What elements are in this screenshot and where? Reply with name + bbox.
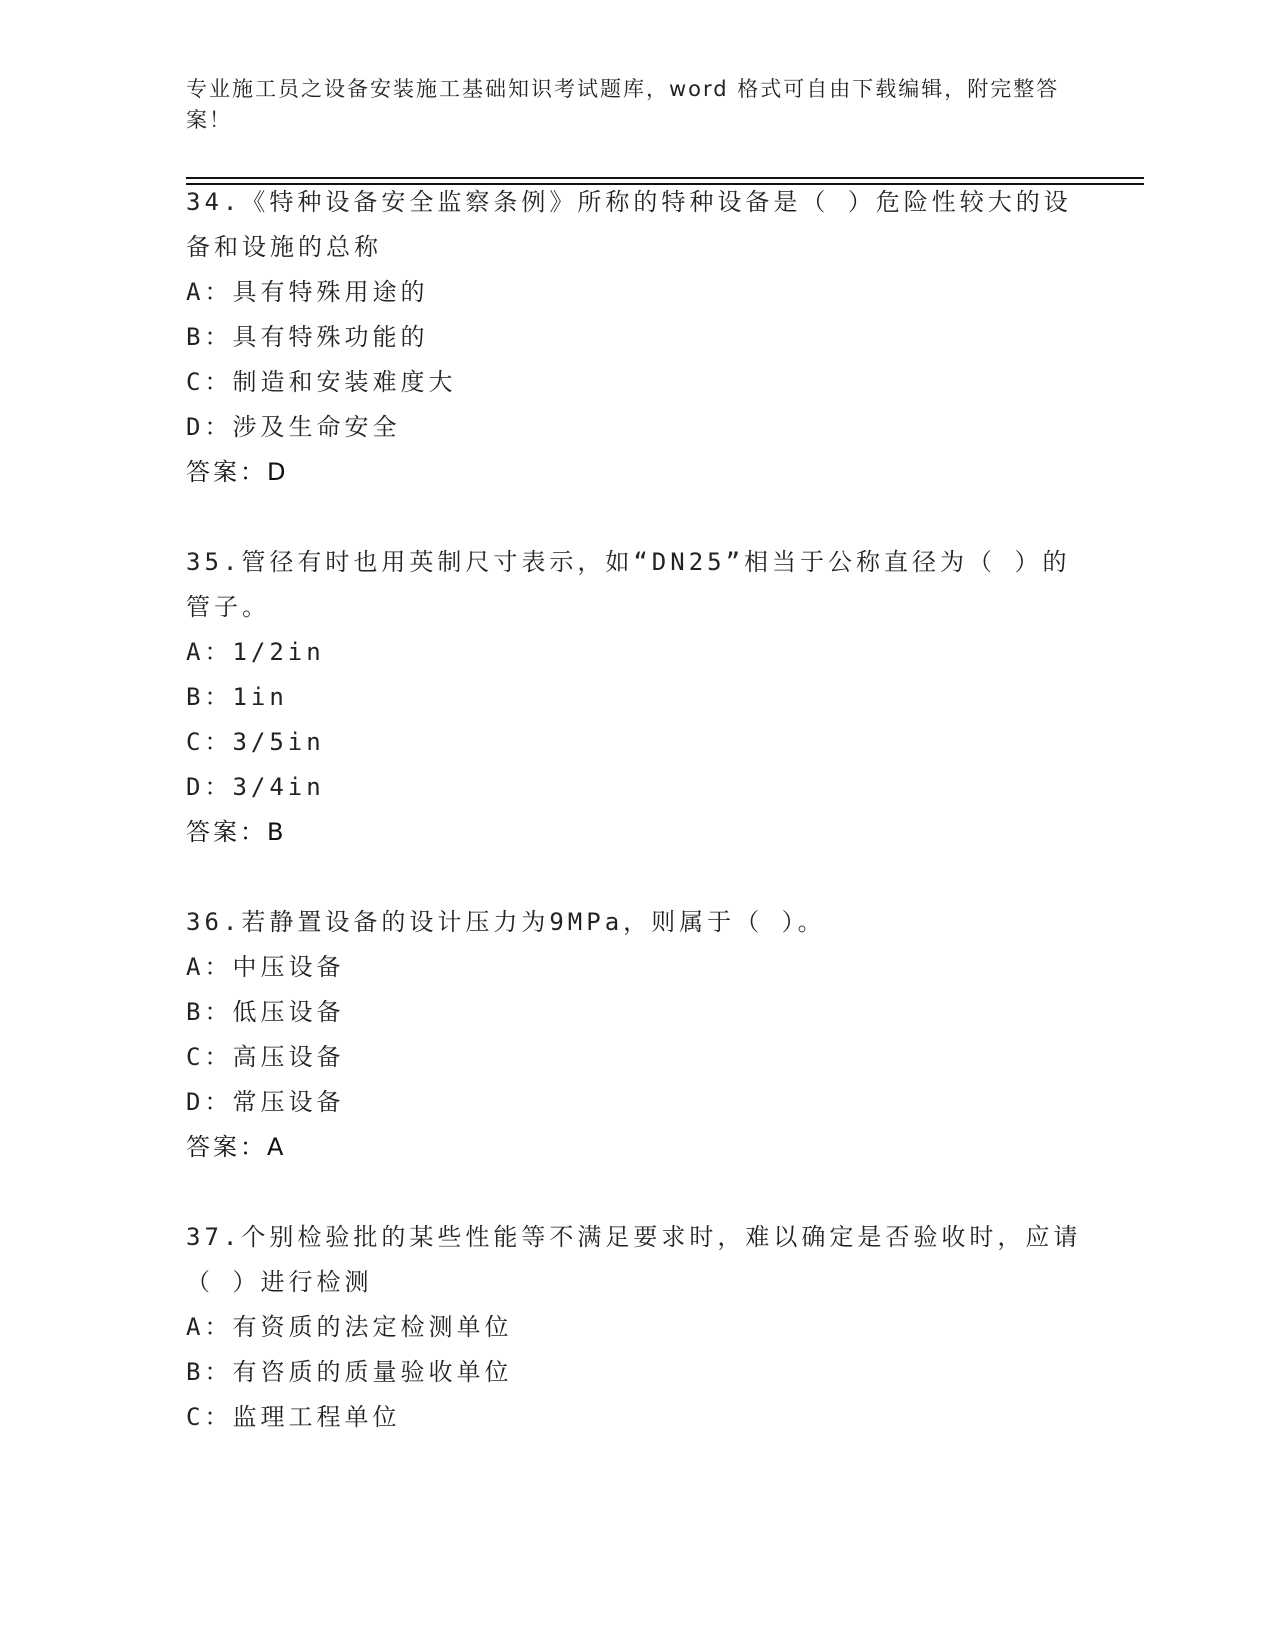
option-a: A：有资质的法定检测单位 [186, 1313, 513, 1341]
option-c: C：制造和安装难度大 [186, 368, 457, 396]
option-d: D：涉及生命安全 [186, 413, 401, 441]
option-b: B：1in [186, 683, 288, 711]
answer: 答案：A [186, 1133, 287, 1161]
question-stem: 36.若静置设备的设计压力为9MPa，则属于（ ）。 [186, 908, 826, 936]
option-a: A：中压设备 [186, 953, 345, 981]
answer: 答案：B [186, 818, 287, 846]
question-stem: 34.《特种设备安全监察条例》所称的特种设备是（ ）危险性较大的设备和设施的总称 [186, 188, 1072, 261]
option-b: B：具有特殊功能的 [186, 323, 429, 351]
header-divider-top [186, 177, 1144, 179]
option-c: C：高压设备 [186, 1043, 345, 1071]
option-c: C：3/5in [186, 728, 325, 756]
option-c: C：监理工程单位 [186, 1403, 401, 1431]
answer: 答案：D [186, 458, 289, 486]
option-d: D：常压设备 [186, 1088, 345, 1116]
document-header: 专业施工员之设备安装施工基础知识考试题库，word 格式可自由下载编辑，附完整答案！ [186, 77, 1060, 132]
option-a: A：具有特殊用途的 [186, 278, 429, 306]
option-d: D：3/4in [186, 773, 325, 801]
question-stem: 35.管径有时也用英制尺寸表示，如“DN25”相当于公称直径为（ ）的管子。 [186, 548, 1071, 621]
question-stem: 37.个别检验批的某些性能等不满足要求时，难以确定是否验收时，应请（ ）进行检测 [186, 1223, 1082, 1296]
option-b: B：有咨质的质量验收单位 [186, 1358, 513, 1386]
option-b: B：低压设备 [186, 998, 345, 1026]
question-34 [186, 180, 1086, 495]
question-35 [186, 540, 1086, 855]
question-37 [186, 1215, 1086, 1440]
question-36 [186, 900, 1086, 1170]
option-a: A：1/2in [186, 638, 325, 666]
